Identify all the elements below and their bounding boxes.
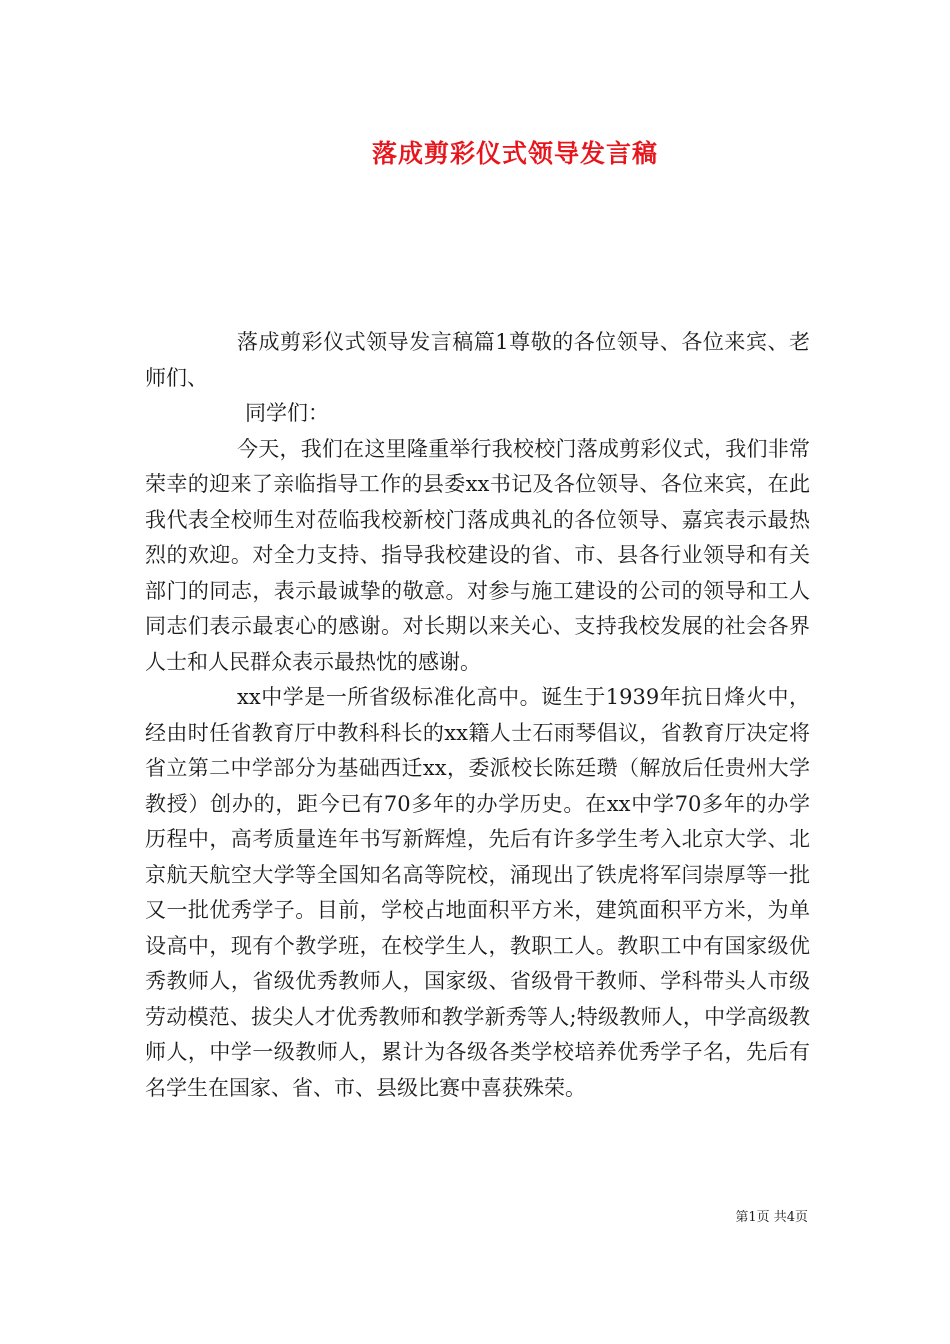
paragraph-school-history: xx中学是一所省级标准化高中。诞生于1939年抗日烽火中，经由时任省教育厅中教科科长的xx籍人士石雨琴倡议，省教育厅决定将省立第二中学部分为基础西迁xx，委派校长陈廷瓒（解放后任贵州大学教授）创办的，距今已有70多年的办学历史。在xx中学70多年的办学历程中，高考质量连年书写新辉煌，先后有许多学生考入北京大学、北京航天航空大学等全国知名高等院校，涌现出了铁虎将军闫崇厚等一批又一批优秀学子。目前，学校占地面积平方米，建筑面积平方米，为单设高中，现有个教学班，在校学生人，教职工人。教职工中有国家级优秀教师人，省级优秀教师人，国家级、省级骨干教师、学科带头人市级劳动模范、拔尖人才优秀教师和教学新秀等人;特级教师人，中学高级教师人，中学一级教师人，累计为各级各类学校培养优秀学子名，先后有名学生在国家、省、市、县级比赛中喜获殊荣。 bbox=[145, 685, 810, 1100]
paragraph-salutation: 同学们： bbox=[245, 401, 329, 425]
document-body bbox=[145, 325, 810, 1106]
paragraph-greeting: 落成剪彩仪式领导发言稿篇1尊敬的各位领导、各位来宾、老师们、 bbox=[145, 330, 810, 390]
document-title: 落成剪彩仪式领导发言稿 bbox=[371, 139, 658, 168]
paragraph-welcome: 今天，我们在这里隆重举行我校校门落成剪彩仪式，我们非常荣幸的迎来了亲临指导工作的县委xx书记及各位领导、各位来宾，在此我代表全校师生对莅临我校新校门落成典礼的各位领导、嘉宾表示最热烈的欢迎。对全力支持、指导我校建设的省、市、县各行业领导和有关部门的同志，表示最诚挚的敬意。对参与施工建设的公司的领导和工人同志们表示最衷心的感谢。对长期以来关心、支持我校发展的社会各界人士和人民群众表示最热忱的感谢。 bbox=[145, 436, 810, 674]
page-number-footer: 第1页 共4页 bbox=[735, 1210, 808, 1225]
